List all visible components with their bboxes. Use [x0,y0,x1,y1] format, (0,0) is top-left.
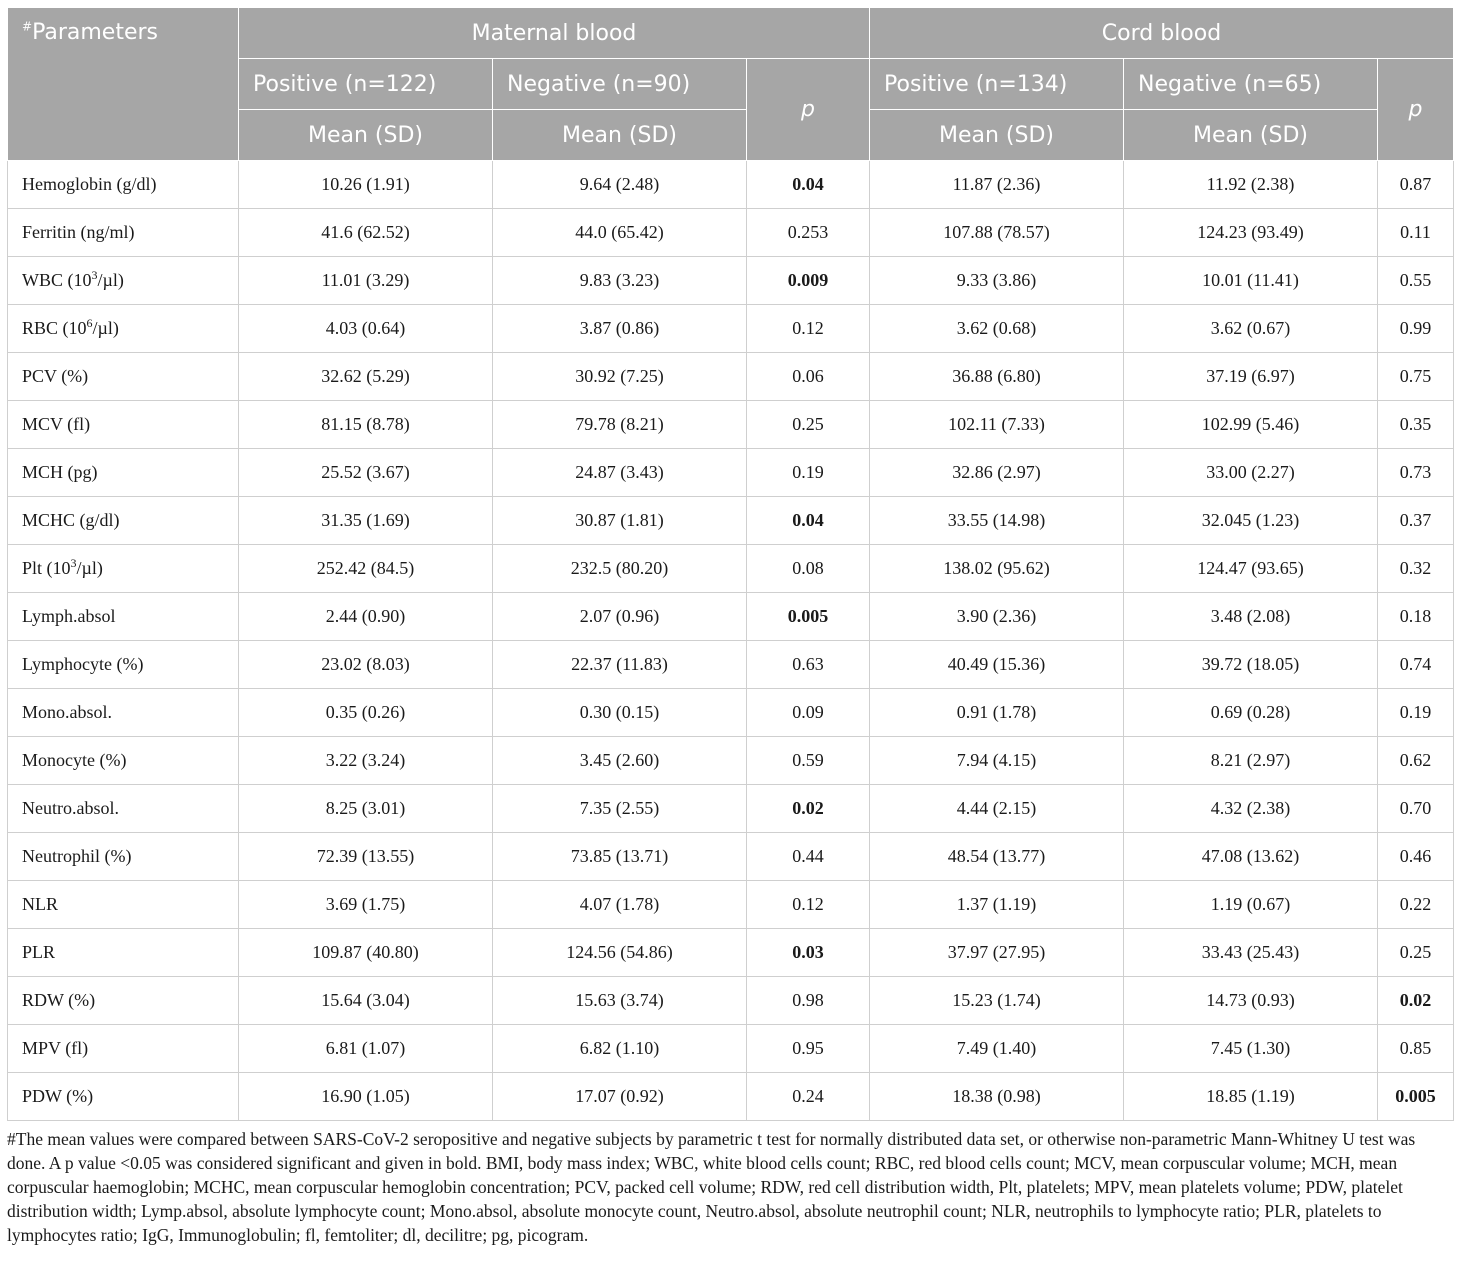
footnote: #The mean values were compared between SARS-CoV-2 seropositive and negative subjects by parametric t test for normally distributed data set, or otherwise non-parametric Mann-Whitney U test was done. A p value <0.05 was considered significant and given in bold. BMI, body mass index; WBC, white blood cells count; RBC, red blood cells count; MCV, mean corpuscular volume; MCH, mean corpuscular haemoglobin; MCHC, mean corpuscular hemoglobin concentration; PCV, packed cell volume; RDW, red cell distribution width, Plt, platelets; MPV, mean platelets volume; PDW, platelet distribution width; Lymp.absol, absolute lymphocyte count; Mono.absol, absolute monocyte count, Neutro.absol, absolute neutrophil count; NLR, neutrophils to lymphocyte ratio; PLR, platelets to lymphocytes ratio; IgG, Immunoglobulin; fl, femtoliter; dl, decilitre; pg, picogram. [7,1129,1416,1245]
maternal-negative-cell: 30.92 (7.25) [493,353,747,401]
maternal-p-cell: 0.06 [747,353,870,401]
maternal-negative-cell: 79.78 (8.21) [493,401,747,449]
parameter-name: MPV (fl) [8,1025,239,1073]
cord-negative-cell: 10.01 (11.41) [1124,257,1378,305]
maternal-positive-cell: 31.35 (1.69) [239,497,493,545]
maternal-positive-cell: 3.22 (3.24) [239,737,493,785]
maternal-p-cell: 0.95 [747,1025,870,1073]
mean-sd-header: Mean (SD) [239,110,493,161]
table-row [8,737,1454,785]
cord-positive-cell: 15.23 (1.74) [870,977,1124,1025]
maternal-p-cell: 0.63 [747,641,870,689]
cord-negative-cell: 102.99 (5.46) [1124,401,1378,449]
cord-negative-cell: 3.62 (0.67) [1124,305,1378,353]
cord-p-cell: 0.70 [1378,785,1454,833]
maternal-negative-cell: 3.45 (2.60) [493,737,747,785]
maternal-positive-header: Positive (n=122) [239,59,493,110]
cord-negative-cell: 18.85 (1.19) [1124,1073,1378,1121]
cord-positive-cell: 32.86 (2.97) [870,449,1124,497]
cord-negative-cell: 0.69 (0.28) [1124,689,1378,737]
cord-negative-cell: 124.47 (93.65) [1124,545,1378,593]
cord-negative-cell: 32.045 (1.23) [1124,497,1378,545]
maternal-positive-cell: 32.62 (5.29) [239,353,493,401]
cord-p-cell: 0.19 [1378,689,1454,737]
maternal-p-cell: 0.24 [747,1073,870,1121]
maternal-p-cell: 0.253 [747,209,870,257]
maternal-p-cell: 0.44 [747,833,870,881]
maternal-p-cell: 0.19 [747,449,870,497]
mean-sd-header: Mean (SD) [493,110,747,161]
maternal-negative-cell: 9.64 (2.48) [493,161,747,209]
table-row [8,449,1454,497]
maternal-p-cell: 0.005 [747,593,870,641]
cord-p-cell: 0.55 [1378,257,1454,305]
table-row [8,689,1454,737]
maternal-positive-cell: 41.6 (62.52) [239,209,493,257]
parameter-name: Plt $(10^3/\mu l)$ [8,545,239,593]
cord-positive-cell: 1.37 (1.19) [870,881,1124,929]
maternal-negative-cell: 232.5 (80.20) [493,545,747,593]
table-row [8,881,1454,929]
table-row [8,209,1454,257]
cord-negative-cell: 11.92 (2.38) [1124,161,1378,209]
mean-sd-header: Mean (SD) [1124,110,1378,161]
maternal-blood-header: Maternal blood [239,8,870,59]
maternal-positive-cell: 8.25 (3.01) [239,785,493,833]
maternal-p-cell: 0.59 [747,737,870,785]
maternal-p-cell: 0.009 [747,257,870,305]
cord-positive-cell: 11.87 (2.36) [870,161,1124,209]
cord-negative-cell: 3.48 (2.08) [1124,593,1378,641]
maternal-positive-cell: 15.64 (3.04) [239,977,493,1025]
parameter-name: MCH (pg) [8,449,239,497]
unit-exponent: 3 [70,556,77,570]
cord-positive-cell: 3.62 (0.68) [870,305,1124,353]
cord-p-cell: 0.99 [1378,305,1454,353]
parameter-name: WBC $(10^3/\mu l)$ [8,257,239,305]
maternal-positive-cell: 109.87 (40.80) [239,929,493,977]
table-row [8,545,1454,593]
cord-positive-cell: 7.49 (1.40) [870,1025,1124,1073]
cord-negative-cell: 33.43 (25.43) [1124,929,1378,977]
cord-positive-header: Positive (n=134) [870,59,1124,110]
cord-negative-cell: 1.19 (0.67) [1124,881,1378,929]
parameter-name: Lymph.absol [8,593,239,641]
table-row [8,785,1454,833]
cord-p-cell: 0.35 [1378,401,1454,449]
cord-p-cell: 0.02 [1378,977,1454,1025]
cord-p-cell: 0.75 [1378,353,1454,401]
parameter-name: RDW (%) [8,977,239,1025]
table-row [8,257,1454,305]
parameter-name: Monocyte (%) [8,737,239,785]
cord-p-cell: 0.87 [1378,161,1454,209]
maternal-p-cell: 0.25 [747,401,870,449]
parameter-name: PCV (%) [8,353,239,401]
maternal-negative-cell: 24.87 (3.43) [493,449,747,497]
maternal-p-cell: 0.08 [747,545,870,593]
table-row [8,161,1454,209]
cord-negative-cell: 124.23 (93.49) [1124,209,1378,257]
maternal-negative-cell: 6.82 (1.10) [493,1025,747,1073]
cord-p-header: p [1378,59,1454,161]
hematology-table [7,7,1454,1121]
cord-p-cell: 0.005 [1378,1073,1454,1121]
cord-negative-cell: 37.19 (6.97) [1124,353,1378,401]
maternal-negative-cell: 73.85 (13.71) [493,833,747,881]
parameter-name: RBC $(10^6/\mu l)$ [8,305,239,353]
table-row [8,1073,1454,1121]
cord-p-cell: 0.22 [1378,881,1454,929]
cord-positive-cell: 36.88 (6.80) [870,353,1124,401]
maternal-p-header: p [747,59,870,161]
maternal-positive-cell: 4.03 (0.64) [239,305,493,353]
table-row [8,353,1454,401]
parameter-name: Ferritin (ng/ml) [8,209,239,257]
maternal-positive-cell: 11.01 (3.29) [239,257,493,305]
cord-negative-cell: 33.00 (2.27) [1124,449,1378,497]
cord-positive-cell: 18.38 (0.98) [870,1073,1124,1121]
maternal-positive-cell: 72.39 (13.55) [239,833,493,881]
maternal-negative-header: Negative (n=90) [493,59,747,110]
maternal-negative-cell: 0.30 (0.15) [493,689,747,737]
maternal-positive-cell: 25.52 (3.67) [239,449,493,497]
cord-positive-cell: 48.54 (13.77) [870,833,1124,881]
maternal-negative-cell: 17.07 (0.92) [493,1073,747,1121]
cord-positive-cell: 0.91 (1.78) [870,689,1124,737]
maternal-p-cell: 0.12 [747,305,870,353]
parameter-name: NLR [8,881,239,929]
cord-positive-cell: 40.49 (15.36) [870,641,1124,689]
cord-positive-cell: 9.33 (3.86) [870,257,1124,305]
maternal-negative-cell: 4.07 (1.78) [493,881,747,929]
parameter-name: Mono.absol. [8,689,239,737]
maternal-positive-cell: 252.42 (84.5) [239,545,493,593]
table-container [7,7,1453,1247]
parameter-name: PDW (%) [8,1073,239,1121]
maternal-positive-cell: 0.35 (0.26) [239,689,493,737]
maternal-positive-cell: 23.02 (8.03) [239,641,493,689]
maternal-negative-cell: 7.35 (2.55) [493,785,747,833]
table-row [8,833,1454,881]
maternal-p-cell: 0.98 [747,977,870,1025]
cord-p-cell: 0.46 [1378,833,1454,881]
cord-negative-cell: 4.32 (2.38) [1124,785,1378,833]
cord-p-cell: 0.62 [1378,737,1454,785]
table-row [8,497,1454,545]
maternal-negative-cell: 9.83 (3.23) [493,257,747,305]
cord-negative-cell: 8.21 (2.97) [1124,737,1378,785]
cord-p-cell: 0.85 [1378,1025,1454,1073]
cord-p-cell: 0.37 [1378,497,1454,545]
maternal-positive-cell: 6.81 (1.07) [239,1025,493,1073]
maternal-positive-cell: 16.90 (1.05) [239,1073,493,1121]
parameter-name: MCV (fl) [8,401,239,449]
parameter-name: MCHC (g/dl) [8,497,239,545]
maternal-negative-cell: 2.07 (0.96) [493,593,747,641]
cord-negative-cell: 47.08 (13.62) [1124,833,1378,881]
table-row [8,641,1454,689]
cord-negative-cell: 39.72 (18.05) [1124,641,1378,689]
table-row [8,1025,1454,1073]
cord-p-cell: 0.25 [1378,929,1454,977]
cord-negative-cell: 14.73 (0.93) [1124,977,1378,1025]
parameter-name: Hemoglobin (g/dl) [8,161,239,209]
parameters-header [8,8,239,161]
parameter-name: PLR [8,929,239,977]
cord-negative-header: Negative (n=65) [1124,59,1378,110]
cord-p-cell: 0.74 [1378,641,1454,689]
maternal-negative-cell: 3.87 (0.86) [493,305,747,353]
unit-exponent: 6 [86,316,93,330]
maternal-negative-cell: 22.37 (11.83) [493,641,747,689]
mean-sd-header: Mean (SD) [870,110,1124,161]
table-row [8,977,1454,1025]
cord-p-cell: 0.18 [1378,593,1454,641]
maternal-negative-cell: 15.63 (3.74) [493,977,747,1025]
table-body [8,161,1454,1121]
cord-blood-header: Cord blood [870,8,1454,59]
maternal-negative-cell: 124.56 (54.86) [493,929,747,977]
parameter-name: Neutrophil (%) [8,833,239,881]
maternal-p-cell: 0.12 [747,881,870,929]
maternal-positive-cell: 10.26 (1.91) [239,161,493,209]
cord-positive-cell: 33.55 (14.98) [870,497,1124,545]
table-row [8,401,1454,449]
cord-positive-cell: 107.88 (78.57) [870,209,1124,257]
cord-p-cell: 0.11 [1378,209,1454,257]
parameter-name: Neutro.absol. [8,785,239,833]
maternal-p-cell: 0.04 [747,161,870,209]
table-row [8,929,1454,977]
parameters-label: Parameters [32,20,158,45]
cord-p-cell: 0.32 [1378,545,1454,593]
table-header [8,8,1454,161]
cord-positive-cell: 102.11 (7.33) [870,401,1124,449]
table-row [8,593,1454,641]
cord-positive-cell: 138.02 (95.62) [870,545,1124,593]
maternal-positive-cell: 81.15 (8.78) [239,401,493,449]
maternal-p-cell: 0.03 [747,929,870,977]
cord-positive-cell: 4.44 (2.15) [870,785,1124,833]
maternal-p-cell: 0.09 [747,689,870,737]
unit-exponent: 3 [91,268,98,282]
cord-negative-cell: 7.45 (1.30) [1124,1025,1378,1073]
hash-mark: # [22,19,33,34]
maternal-positive-cell: 3.69 (1.75) [239,881,493,929]
maternal-p-cell: 0.04 [747,497,870,545]
cord-positive-cell: 3.90 (2.36) [870,593,1124,641]
maternal-negative-cell: 30.87 (1.81) [493,497,747,545]
maternal-negative-cell: 44.0 (65.42) [493,209,747,257]
cord-positive-cell: 37.97 (27.95) [870,929,1124,977]
cord-p-cell: 0.73 [1378,449,1454,497]
parameter-name: Lymphocyte (%) [8,641,239,689]
cord-positive-cell: 7.94 (4.15) [870,737,1124,785]
maternal-p-cell: 0.02 [747,785,870,833]
table-row [8,305,1454,353]
maternal-positive-cell: 2.44 (0.90) [239,593,493,641]
